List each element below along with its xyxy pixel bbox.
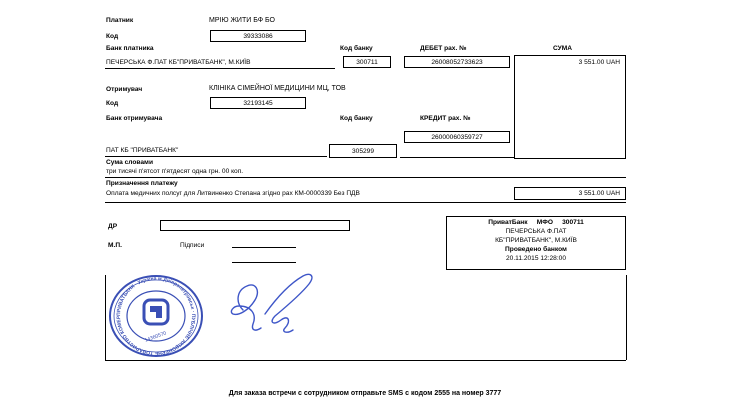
purpose-text: Оплата медичних полсуг для Литвиненко Степана згідно рах КМ-0000339 Без ПДВ xyxy=(106,190,360,197)
bank-seal xyxy=(106,274,206,358)
recipient-bank-underline xyxy=(105,156,327,157)
debit-account-box xyxy=(404,56,510,68)
dr-label: ДР xyxy=(108,223,118,230)
bank-stamp-line4: Проведено банком xyxy=(505,246,567,253)
seal-code-text: 14360570 xyxy=(144,330,168,344)
signatures-label: Підписи xyxy=(180,242,205,249)
bank-stamp-line1: ПриватБанк МФО 300711 xyxy=(488,219,584,226)
debit-account: 26008052733623 xyxy=(431,59,483,66)
recipient-code: 32193145 xyxy=(243,100,273,107)
bank-code-header: Код банку xyxy=(340,45,373,52)
payer-code-label: Код xyxy=(106,33,119,40)
recipient-bank-name: ПАТ КБ "ПРИВАТБАНК" xyxy=(106,147,179,154)
recipient-bank-code-header: Код банку xyxy=(340,115,373,122)
payer-bank-label: Банк платника xyxy=(106,45,154,52)
recipient-bank-label: Банк отримувача xyxy=(106,115,163,122)
recipient-code-box xyxy=(210,97,306,109)
svg-text:ПРИВАТБАНК · Україна м.Дніпроп xyxy=(106,274,196,356)
purpose-label: Призначення платежу xyxy=(106,180,178,187)
payer-bank-name: ПЕЧЕРСЬКА Ф.ПАТ КБ"ПРИВАТБАНК", М.КИЇВ xyxy=(106,59,251,66)
dr-field xyxy=(160,220,350,231)
payer-bank-code: 300711 xyxy=(356,59,378,66)
sum-box xyxy=(514,55,626,159)
purpose-sum: 3 551.00 UAH xyxy=(578,190,620,197)
payer-bank-underline xyxy=(105,68,335,69)
payer-name: МРІЮ ЖИТИ БФ БО xyxy=(209,17,275,24)
bank-seal-graphic xyxy=(106,274,206,358)
recipient-bank-code-box xyxy=(329,144,397,158)
bank-stamp-line2: ПЕЧЕРСЬКА Ф.ПАТ xyxy=(505,228,567,235)
footer-text: Для заказа встречи с сотрудником отправьте SMS с кодом 2555 на номер 3777 xyxy=(228,390,502,397)
bottom-frame-right xyxy=(626,275,627,360)
credit-underline xyxy=(400,157,514,158)
bank-stamp-line5: 20.11.2015 12:28:00 xyxy=(505,255,566,262)
handwritten-signature xyxy=(225,270,340,340)
mp-label: М.П. xyxy=(108,242,122,249)
purpose-sum-box xyxy=(514,187,626,200)
payer-code: 39333086 xyxy=(243,33,273,40)
seal-ring-text: ПРИВАТБАНК · Україна м.Дніпропетровськ · ПУБЛІЧНЕ АКЦІОНЕРНЕ ТОВАРИСТВО КОМЕР xyxy=(115,275,197,357)
bank-stamp-line3: КБ"ПРИВАТБАНК", М.КИЇВ xyxy=(495,237,577,244)
sum-header: СУМА xyxy=(553,45,573,52)
debit-header: ДЕБЕТ рах. № xyxy=(420,45,467,52)
payer-code-box xyxy=(210,30,306,42)
sum-value: 3 551.00 UAH xyxy=(578,59,620,66)
payer-label: Платник xyxy=(106,17,134,24)
recipient-label: Отримувач xyxy=(106,86,143,93)
amount-words-label: Сума словами xyxy=(106,159,153,166)
signature-line-2 xyxy=(232,262,296,263)
bank-stamp-box xyxy=(446,216,626,270)
credit-header: КРЕДИТ рах. № xyxy=(420,115,471,122)
credit-account-box xyxy=(404,131,510,143)
recipient-name: КЛІНІКА СІМЕЙНОЇ МЕДИЦИНИ МЦ, ТОВ xyxy=(209,85,346,92)
amount-words-text: три тисячі п'ятсот п'ятдесят одна грн. 00 коп. xyxy=(106,168,244,175)
purpose-underline xyxy=(105,202,626,203)
payer-bank-code-box xyxy=(343,56,391,68)
bottom-frame-line xyxy=(105,360,626,361)
credit-account: 26000060359727 xyxy=(431,134,483,141)
recipient-bank-code: 305299 xyxy=(351,148,374,155)
recipient-code-label: Код xyxy=(106,100,119,107)
signature-line-1 xyxy=(232,247,296,248)
amount-words-underline xyxy=(105,177,626,178)
